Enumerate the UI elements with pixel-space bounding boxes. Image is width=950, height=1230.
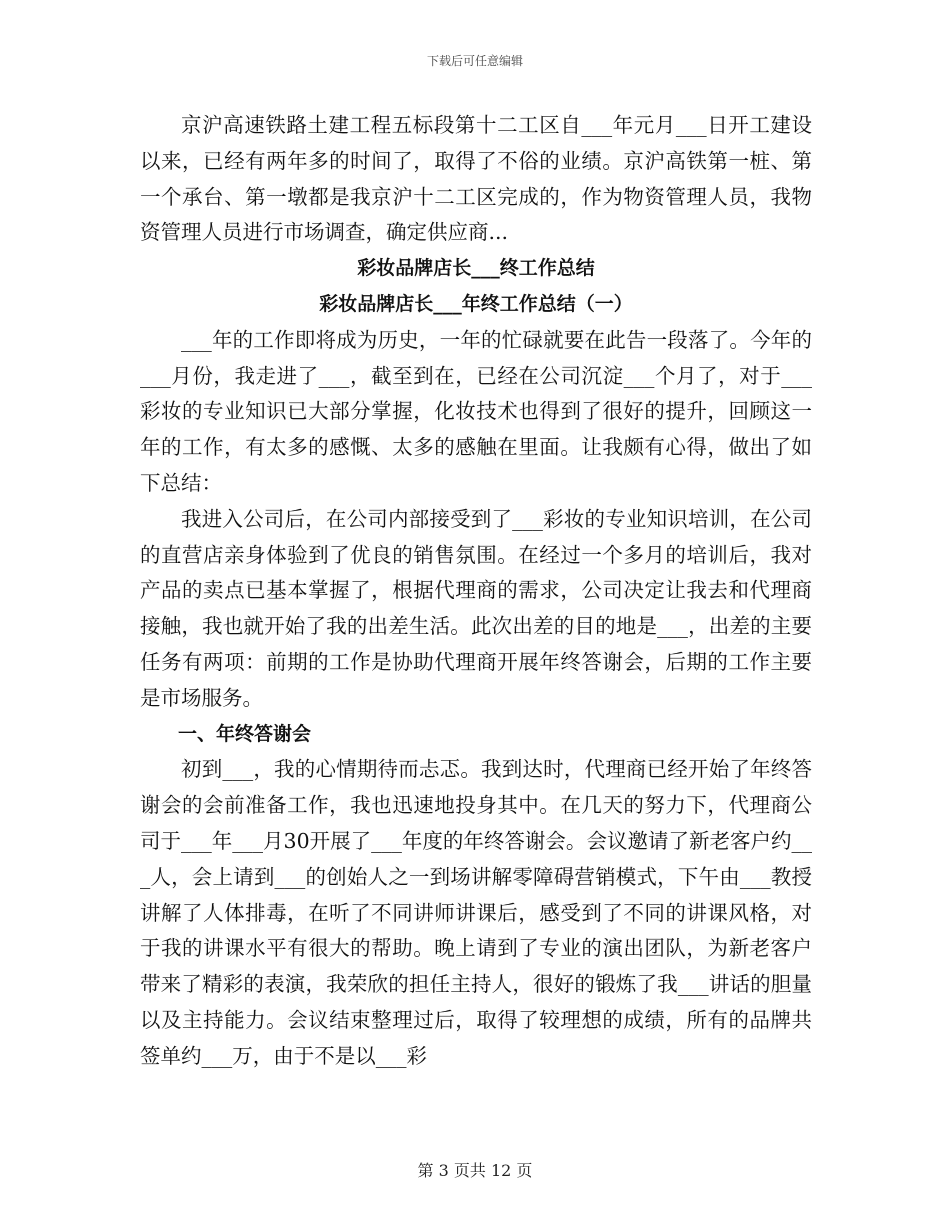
body-paragraph: ___年的工作即将成为历史，一年的忙碌就要在此告一段落了。今年的___月份，我走进了___，截至到在，已经在公司沉淀___个月了，对于___彩妆的专业知识已大部分掌握，化妆技术也得到了很好的提升，回顾这一年的工作，有太多的感慨、太多的感触在里面。让我颇有心得，做出了如下总结： <box>140 327 812 495</box>
section-heading: 一、年终答谢会 <box>178 722 312 745</box>
page-number: 第 3 页共 12 页 <box>417 1161 533 1180</box>
document-title: 彩妆品牌店长___终工作总结 <box>357 257 595 280</box>
document-subtitle: 彩妆品牌店长___年终工作总结（一） <box>319 292 633 315</box>
document-body <box>140 108 812 1075</box>
body-paragraph: 我进入公司后，在公司内部接受到了___彩妆的专业知识培训，在公司的直营店亲身体验到了优良的销售氛围。在经过一个多月的培训后，我对产品的卖点已基本掌握了，根据代理商的需求，公司决定让我去和代理商接触，我也就开始了我的出差生活。此次出差的目的地是___，出差的主要任务有两项：前期的工作是协助代理商开展年终答谢会，后期的工作主要是市场服务。 <box>140 506 812 710</box>
page-header: 下载后可任意编辑 <box>426 54 523 68</box>
intro-paragraph: 京沪高速铁路土建工程五标段第十二工区自___年元月___日开工建设以来，已经有两年多的时间了，取得了不俗的业绩。京沪高铁第一桩、第一个承台、第一墩都是我京沪十二工区完成的，作为物资管理人员，我物资管理人员进行市场调查，确定供应商... <box>140 113 812 245</box>
section-paragraph: 初到___，我的心情期待而忐忑。我到达时，代理商已经开始了年终答谢会的会前准备工作，我也迅速地投身其中。在几天的努力下，代理商公司于___年___月30开展了___年度的年终答谢会。会议邀请了新老客户约___人，会上请到___的创始人之一到场讲解零障碍营销模式，下午由___教授讲解了人体排毒，在听了不同讲师讲课后，感受到了不同的讲课风格，对于我的讲课水平有很大的帮助。晚上请到了专业的演出团队，为新老客户带来了精彩的表演，我荣欣的担任主持人，很好的锻炼了我___讲话的胆量以及主持能力。会议结束整理过后，取得了较理想的成绩，所有的品牌共签单约___万，由于不是以___彩 <box>140 757 812 1068</box>
